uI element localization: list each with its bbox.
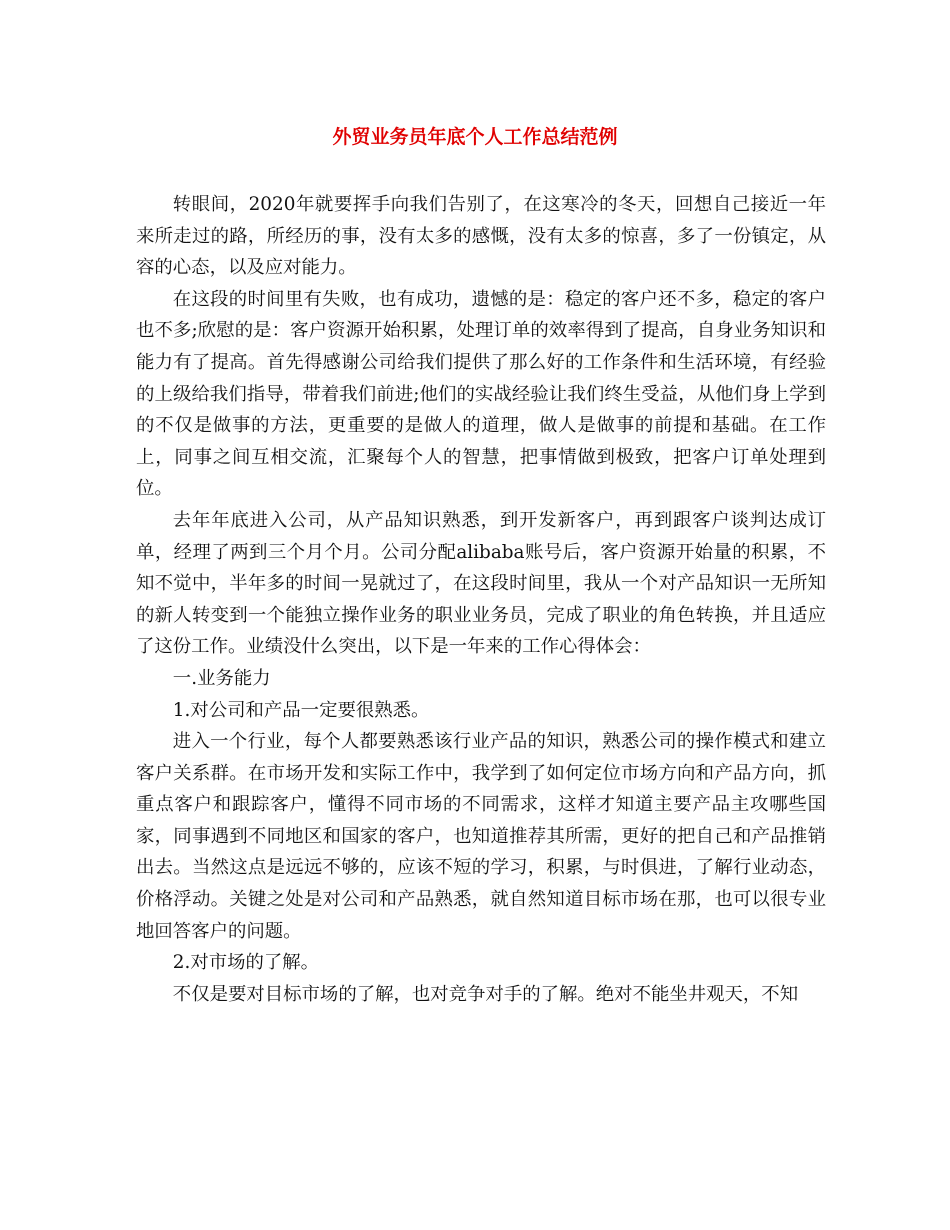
- paragraph-joining-company: 去年年底进入公司，从产品知识熟悉，到开发新客户，再到跟客户谈判达成订单，经理了两到三个月个月。公司分配alibaba账号后，客户资源开始量的积累，不知不觉中，半年多的时间一晃就过了，在这段时间里，我从一个对产品知识一无所知的新人转变到一个能独立操作业务的职业业务员，完成了职业的角色转换，并且适应了这份工作。业绩没什么突出，以下是一年来的工作心得体会：: [136, 509, 826, 658]
- paragraph-market-competitors: 不仅是要对目标市场的了解，也对竞争对手的了解。绝对不能坐井观天，不知: [172, 983, 799, 1005]
- section-heading-business-ability: 一.业务能力: [172, 667, 271, 689]
- document-body: [136, 189, 826, 1010]
- paragraph-gains-and-losses: 在这段的时间里有失败，也有成功，遗憾的是：稳定的客户还不多，稳定的客户也不多;欣慰的是：客户资源开始积累，处理订单的效率得到了提高，自身业务知识和能力有了提高。首先得感谢公司给我们提供了那么好的工作条件和生活环境，有经验的上级给我们指导，带着我们前进;他们的实战经验让我们终生受益，从他们身上学到的不仅是做事的方法，更重要的是做人的道理，做人是做事的前提和基础。在工作上，同事之间互相交流，汇聚每个人的智慧，把事情做到极致，把客户订单处理到位。: [136, 288, 826, 500]
- paragraph-industry-knowledge: 进入一个行业，每个人都要熟悉该行业产品的知识，熟悉公司的操作模式和建立客户关系群。在市场开发和实际工作中，我学到了如何定位市场方向和产品方向，抓重点客户和跟踪客户，懂得不同市场的不同需求，这样才知道主要产品主攻哪些国家，同事遇到不同地区和国家的客户，也知道推荐其所需，更好的把自己和产品推销出去。当然这点是远远不够的，应该不短的学习，积累，与时俱进，了解行业动态，价格浮动。关键之处是对公司和产品熟悉，就自然知道目标市场在那，也可以很专业地回答客户的问题。: [136, 731, 826, 942]
- paragraph-intro: 转眼间，2020年就要挥手向我们告别了，在这寒冷的冬天，回想自己接近一年来所走过的路，所经历的事，没有太多的感慨，没有太多的惊喜，多了一份镇定，从容的心态，以及应对能力。: [136, 194, 826, 279]
- subheading-know-market: 2.对市场的了解。: [172, 952, 320, 974]
- subheading-know-company-products: 1.对公司和产品一定要很熟悉。: [172, 699, 430, 721]
- document-title: 外贸业务员年底个人工作总结范例: [332, 126, 618, 148]
